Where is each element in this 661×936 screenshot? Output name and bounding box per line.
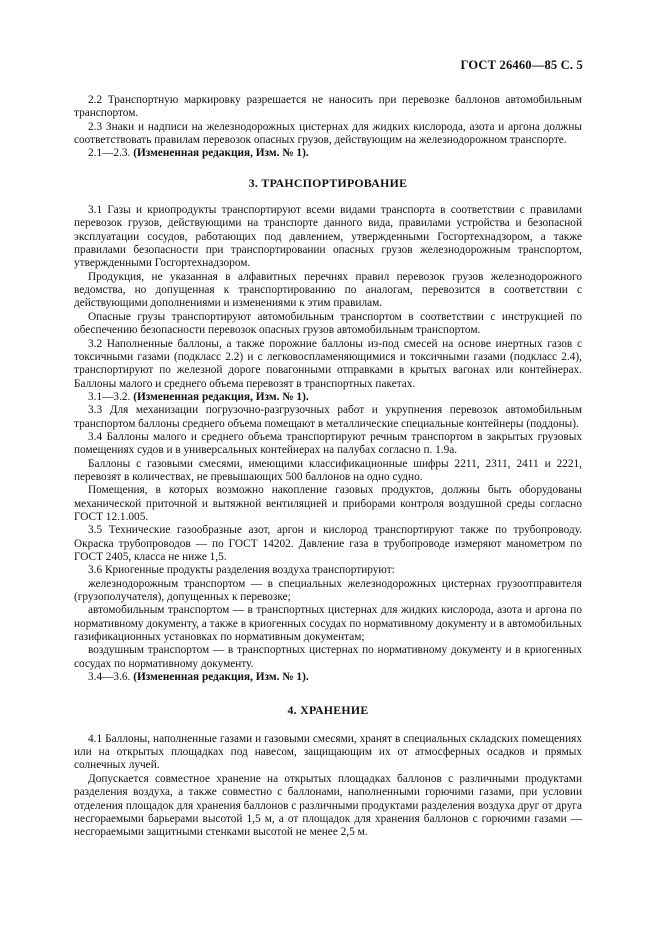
amendment-text: (Измененная редакция, Изм. № 1). — [133, 390, 309, 403]
paragraph-4-1: 4.1 Баллоны, наполненные газами и газовыми смесями, хранят в специальных складских помещениях или на открытых площадках под навесом, защищающим их от атмосферных осадков и прямых солнечных лучей. — [74, 732, 582, 772]
amendment-ref: 3.1—3.2. — [88, 390, 134, 403]
amendment-ref: 2.1—2.3. — [88, 147, 134, 160]
paragraph-3-6: 3.6 Криогенные продукты разделения воздуха транспортируют: — [88, 564, 395, 577]
document-body — [74, 94, 582, 840]
amendment-text: (Измененная редакция, Изм. № 1). — [133, 147, 309, 160]
paragraph: Помещения, в которых возможно накопление газовых продуктов, должны быть оборудованы механической приточной и вытяжной вентиляцией и приборами контроля воздушной среды согласно ГОСТ 12.1.005. — [74, 484, 582, 523]
paragraph-2-2: 2.2 Транспортную маркировку разрешается не наносить при перевозке баллонов автомобильным транспортом. — [74, 94, 582, 120]
paragraph-3-4: 3.4 Баллоны малого и среднего объема транспортируют речным транспортом в закрытых грузовых помещениях судов и в универсальных контейнерах на палубах согласно п. 1.9а. — [74, 430, 582, 457]
amendment-note — [74, 671, 582, 684]
page-header: ГОСТ 26460—85 С. 5 — [460, 58, 583, 72]
amendment-note — [74, 391, 582, 404]
paragraph-3-3: 3.3 Для механизации погрузочно-разгрузочных работ и укрупнения перевозок автомобильным транспортом баллоны среднего объема помещают в металлические специальные контейнеры (поддоны). — [74, 404, 582, 430]
paragraph-3-2: 3.2 Наполненные баллоны, а также порожние баллоны из-под смесей на основе инертных газов с токсичными газами (подкласс 2.2) и с легковоспламеняющимися и токсичными газами (подкласс 2.4), транспортируют по железной дороге повагонными отправками в крытых вагонах или контейнерах. Баллоны малого и среднего объема перевозят в транспортных пакетах. — [74, 337, 582, 390]
paragraph: Допускается совместное хранение на открытых площадках баллонов с различными продуктами разделения воздуха, а также совместно с баллонами, наполненными горючими газами, при условии отделения площадок для хранения баллонов с различными продуктами разделения воздуха друг от друга несгораемыми барьерами высотой 1,5 м, а от площадок для хранения баллонов с горючими газами — несгораемыми защитными стенками высотой не менее 2,5 м. — [74, 772, 582, 839]
amendment-text: (Измененная редакция, Изм. № 1). — [133, 671, 309, 684]
paragraph-2-3: 2.3 Знаки и надписи на железнодорожных цистернах для жидких кислорода, азота и аргона должны соответствовать правилам перевозок опасных грузов, действующим на железнодорожном транспорте. — [74, 120, 582, 147]
paragraph: воздушным транспортом — в транспортных цистернах по нормативному документу и в криогенных сосудах по нормативному документу. — [74, 644, 582, 670]
paragraph-3-5: 3.5 Технические газообразные азот, аргон и кислород транспортируют также по трубопроводу. Окраска трубопроводов — по ГОСТ 14202. Давление газа в трубопроводе измеряют манометром по ГОСТ 2405, класса не ниже 1,5. — [74, 524, 582, 563]
amendment-note — [74, 147, 582, 160]
paragraph: автомобильным транспортом — в транспортных цистернах для жидких кислорода, азота и аргона по нормативному документу, а также в криогенных сосудах по нормативному документу и в автомобильных газификационных установках по нормативным документам; — [74, 604, 582, 644]
paragraph: Опасные грузы транспортируют автомобильным транспортом в соответствии с инструкцией по обеспечению безопасности перевозок опасных грузов автомобильным транспортом. — [74, 310, 582, 337]
section-3-title: 3. ТРАНСПОРТИРОВАНИЕ — [248, 175, 408, 190]
paragraph: железнодорожным транспортом — в специальных железнодорожных цистернах грузоотправителя (грузополучателя), допущенных к перевозке; — [74, 577, 582, 604]
section-4-title: 4. ХРАНЕНИЕ — [287, 703, 369, 718]
paragraph: Баллоны с газовыми смесями, имеющими классификационные шифры 2211, 2311, 2411 и 2221, перевозят в количествах, не превышающих 500 баллонов на одно судно. — [74, 457, 582, 483]
amendment-ref: 3.4—3.6. — [88, 671, 134, 684]
paragraph: Продукция, не указанная в алфавитных перечнях правил перевозок грузов железнодорожного ведомства, но допущенная к транспортированию по аналогам, перевозится в соответствии с действующими дополнениями и изменениями к этим правилам. — [74, 270, 582, 310]
paragraph-3-1: 3.1 Газы и криопродукты транспортируют всеми видами транспорта в соответствии с правилами перевозок грузов, действующими на транспорте данного вида, правилами устройства и безопасной эксплуатации сосудов, работающих под давлением, утвержденными Госгортехнадзором, а также правилами безопасности при транспортировании опасных грузов железнодорожным транспортом, утвержденными Госгортехнадзором. — [74, 204, 582, 270]
